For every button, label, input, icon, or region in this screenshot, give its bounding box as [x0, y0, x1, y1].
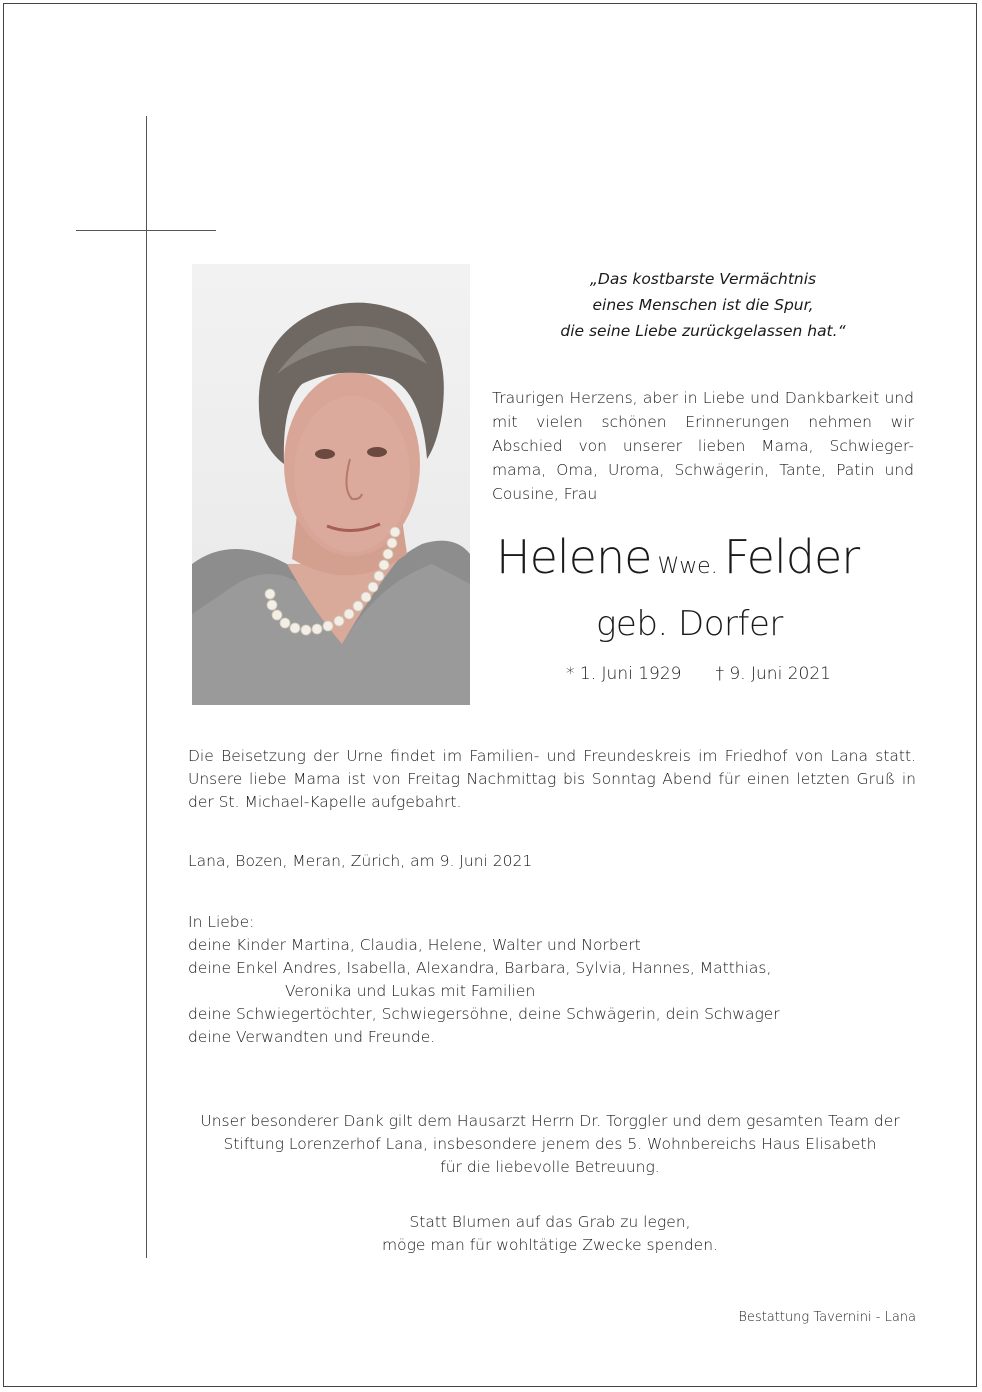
- last-name: Felder: [723, 530, 860, 584]
- mourners-list: [188, 911, 916, 1049]
- mourners-heading: In Liebe:: [188, 913, 255, 931]
- burial-paragraph: [188, 745, 916, 814]
- mourners-in-laws: deine Schwiegertöchter, Schwiegersöhne, deine Schwägerin, dein Schwager: [188, 1005, 780, 1023]
- place-and-date: Lana, Bozen, Meran, Zürich, am 9. Juni 2021: [188, 852, 533, 870]
- page-border: [3, 3, 977, 1387]
- intro-paragraph: [492, 386, 914, 506]
- quote-line: „Das kostbarste Vermächtnis: [589, 270, 817, 288]
- life-dates: [566, 664, 831, 684]
- intro-line: mama, Oma, Uroma, Schwägerin, Tante, Patin und: [492, 461, 914, 479]
- cross-horizontal-bar: [76, 230, 216, 231]
- burial-line: Unsere liebe Mama ist von Freitag Nachmittag bis Sonntag Abend für einen letzten Gruß in: [188, 770, 916, 788]
- burial-line: der St. Michael-Kapelle aufgebahrt.: [188, 793, 462, 811]
- thanks-line: Unser besonderer Dank gilt dem Hausarzt Herrn Dr. Torggler und dem gesamten Team der: [200, 1112, 900, 1130]
- intro-line: mit vielen schönen Erinnerungen nehmen wir: [492, 413, 914, 431]
- deceased-name: [496, 530, 916, 584]
- first-name: Helene: [496, 530, 652, 584]
- intro-line: Abschied von unserer lieben Mama, Schwieger-: [492, 437, 914, 455]
- quote-line: eines Menschen ist die Spur,: [592, 296, 814, 314]
- burial-line: Die Beisetzung der Urne findet im Familien- und Freundeskreis im Friedhof von Lana statt.: [188, 747, 916, 765]
- mourners-grandchildren: deine Enkel Andres, Isabella, Alexandra, Barbara, Sylvia, Hannes, Matthias,: [188, 959, 772, 977]
- cross-vertical-bar: [146, 116, 147, 1258]
- thanks-line: Stiftung Lorenzerhof Lana, insbesondere jenem des 5. Wohnbereichs Haus Elisabeth: [223, 1135, 877, 1153]
- memorial-quote: [492, 266, 914, 344]
- birth-date: * 1. Juni 1929: [566, 664, 682, 684]
- flowers-line: Statt Blumen auf das Grab zu legen,: [409, 1213, 691, 1231]
- mourners-grandchildren-cont: Veronika und Lukas mit Familien: [285, 982, 536, 1000]
- birth-name: geb. Dorfer: [596, 604, 783, 644]
- thanks-line: für die liebevolle Betreuung.: [440, 1158, 660, 1176]
- death-date: † 9. Juni 2021: [715, 664, 831, 684]
- funeral-home-credit: Bestattung Tavernini - Lana: [738, 1310, 916, 1325]
- flowers-note: [180, 1211, 920, 1257]
- mourners-children: deine Kinder Martina, Claudia, Helene, Walter und Norbert: [188, 936, 641, 954]
- intro-line: Traurigen Herzens, aber in Liebe und Dankbarkeit und: [492, 389, 914, 407]
- intro-line: Cousine, Frau: [492, 485, 598, 503]
- quote-line: die seine Liebe zurückgelassen hat.“: [560, 322, 846, 340]
- thanks-paragraph: [180, 1110, 920, 1179]
- widow-status: Wwe.: [657, 554, 718, 579]
- portrait-photo: [192, 264, 470, 705]
- mourners-relatives: deine Verwandten und Freunde.: [188, 1028, 436, 1046]
- flowers-line: möge man für wohltätige Zwecke spenden.: [382, 1236, 718, 1254]
